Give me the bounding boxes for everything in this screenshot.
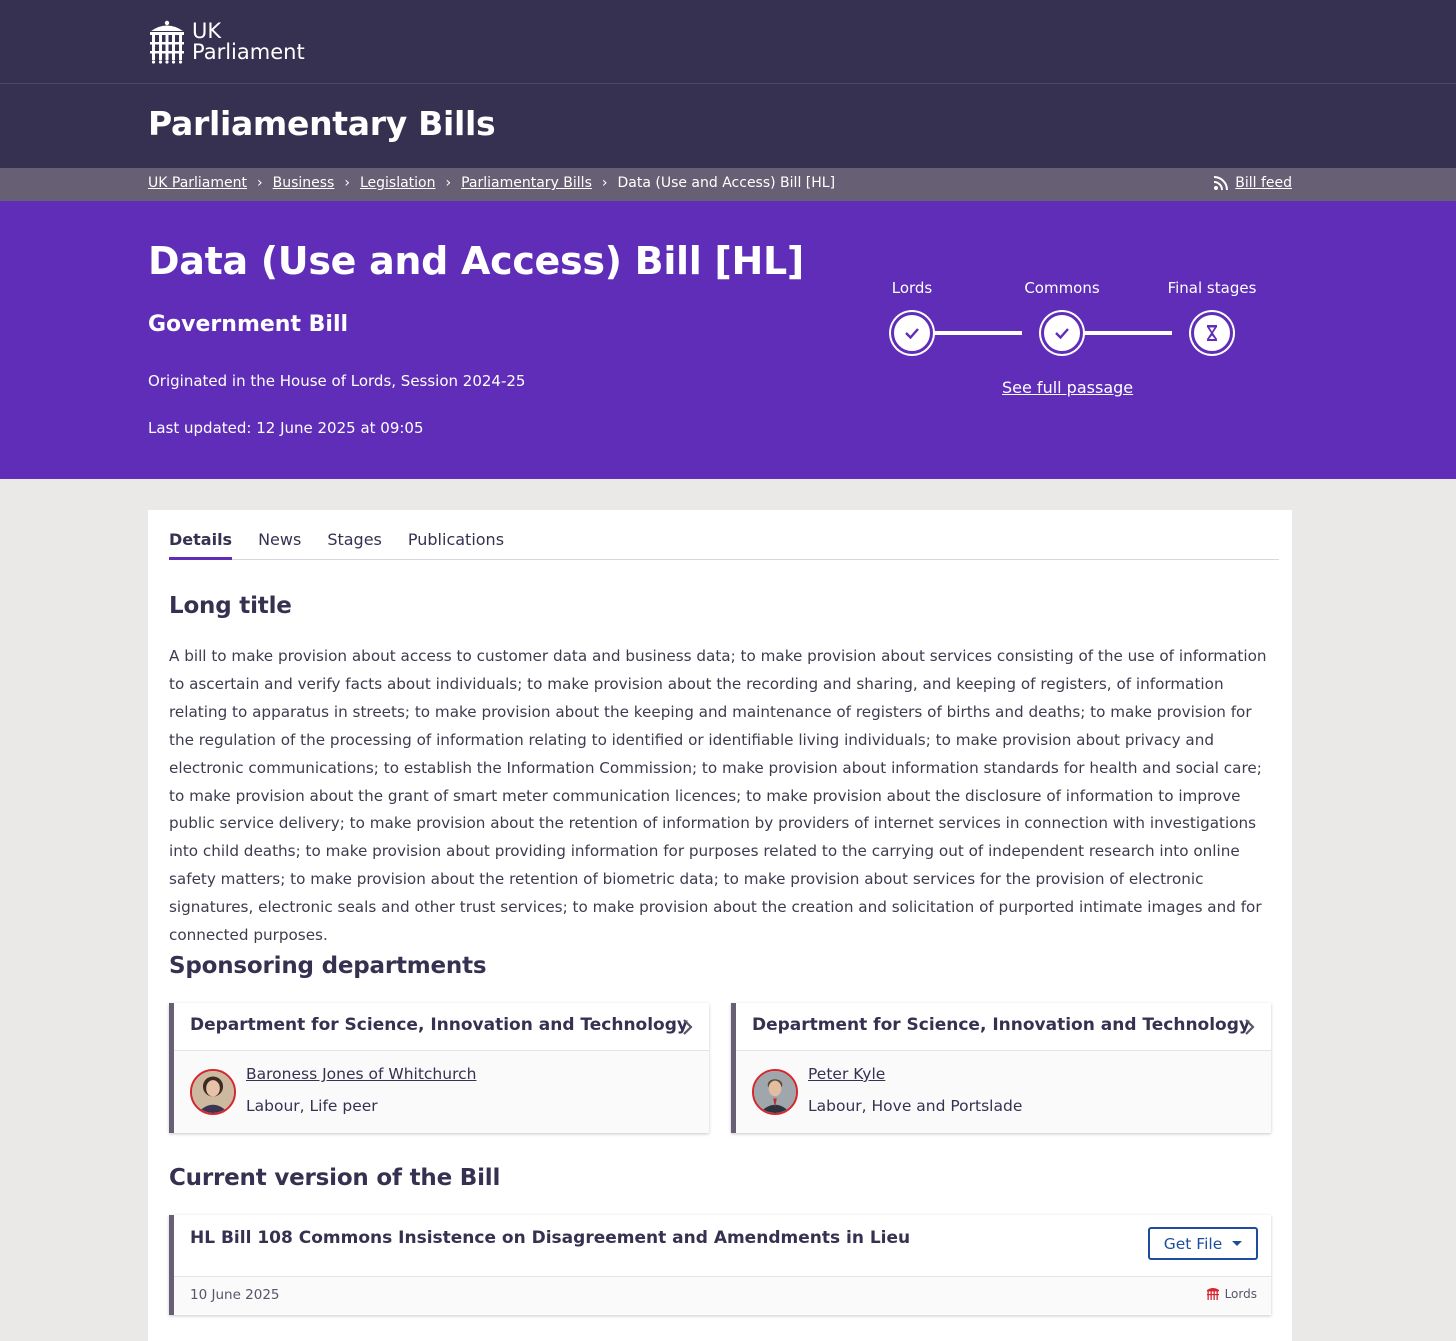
get-file-button[interactable] — [1148, 1227, 1258, 1260]
version-date: 10 June 2025 — [190, 1287, 280, 1303]
bill-type: Government Bill — [148, 312, 349, 337]
site-title-band — [0, 84, 1456, 168]
member-photo — [192, 1071, 234, 1113]
chevron-right-icon: › — [344, 175, 350, 191]
version-header — [174, 1215, 1271, 1277]
breadcrumb-current: Data (Use and Access) Bill [HL] — [617, 175, 836, 191]
chevron-right-icon — [681, 1017, 695, 1037]
logo-wordmark — [192, 21, 305, 63]
member-photo — [754, 1071, 796, 1113]
department-link[interactable] — [174, 1003, 709, 1051]
logo-line-2: Parliament — [192, 40, 305, 64]
stage-final-in-progress — [1191, 312, 1233, 354]
department-name: Department for Science, Innovation and Technology — [752, 1015, 1250, 1035]
member-avatar — [190, 1069, 236, 1115]
see-full-passage-link[interactable]: See full passage — [1002, 378, 1134, 397]
sponsor-member — [736, 1051, 1271, 1133]
chevron-right-icon — [1243, 1017, 1257, 1037]
bill-tabs — [169, 528, 1279, 560]
long-title-heading: Long title — [169, 593, 292, 619]
chevron-right-icon: › — [257, 175, 263, 191]
uk-parliament-logo[interactable] — [148, 18, 305, 66]
bill-hero — [0, 201, 1456, 479]
check-icon — [902, 323, 922, 343]
version-title: HL Bill 108 Commons Insistence on Disagreement and Amendments in Lieu — [190, 1228, 911, 1248]
bill-title: Data (Use and Access) Bill [HL] — [148, 239, 804, 283]
tab-publications[interactable]: Publications — [407, 530, 505, 549]
member-name-link[interactable]: Peter Kyle — [808, 1065, 886, 1083]
version-house — [1206, 1287, 1257, 1301]
member-name-link[interactable]: Baroness Jones of Whitchurch — [246, 1065, 477, 1083]
department-link[interactable] — [736, 1003, 1271, 1051]
stage-commons-complete — [1041, 312, 1083, 354]
breadcrumb-bar — [0, 168, 1456, 201]
portcullis-icon — [1206, 1287, 1220, 1301]
long-title-text: A bill to make provision about access to customer data and business data; to make provision about services consisting of the use of information to ascertain and verify facts about individuals; to make provision about the recording and sharing, and keeping of registers, of information relating to apparatus in streets; to make provision about the keeping and maintenance of registers of births and deaths; to make provision for the regulation of the processing of information relating to identified or identifiable living individuals; to make provision about privacy and electronic communications; to establish the Information Commission; to make provision about information standards for health and social care; to make provision about the grant of smart meter communication licences; to make provision about the disclosure of information to improve public service delivery; to make provision about the retention of information by providers of internet services in connection with investigations into child deaths; to make provision about providing information for purposes related to the carrying out of independent research into online safety matters; to make provision about the retention of biometric data; to make provision about services for the provision of electronic signatures, electronic seals and other trust services; to make provision about the creation and solicitation of purported intimate images and for connected purposes. — [169, 647, 1267, 945]
bill-last-updated: Last updated: 12 June 2025 at 09:05 — [148, 419, 424, 437]
breadcrumb-uk-parliament[interactable]: UK Parliament — [148, 175, 247, 191]
sponsor-member — [174, 1051, 709, 1133]
member-avatar — [752, 1069, 798, 1115]
breadcrumb-business[interactable]: Business — [272, 175, 335, 191]
breadcrumb-parliamentary-bills[interactable]: Parliamentary Bills — [461, 175, 592, 191]
breadcrumb-legislation[interactable]: Legislation — [359, 175, 436, 191]
tab-details[interactable]: Details — [169, 528, 232, 560]
member-party: Labour, Life peer — [246, 1097, 378, 1115]
version-footer — [174, 1277, 1271, 1314]
stage-label-final: Final stages — [1167, 279, 1257, 297]
bill-origin: Originated in the House of Lords, Session 2024-25 — [148, 372, 526, 390]
sponsor-card — [169, 1003, 709, 1133]
caret-down-icon — [1232, 1241, 1242, 1246]
site-header — [0, 0, 1456, 84]
get-file-label: Get File — [1163, 1234, 1223, 1253]
chevron-right-icon: › — [601, 175, 608, 191]
tab-stages[interactable]: Stages — [327, 530, 382, 549]
chevron-right-icon: › — [445, 175, 452, 191]
bill-feed-link[interactable] — [1213, 175, 1292, 191]
hourglass-icon — [1202, 323, 1222, 343]
member-party: Labour, Hove and Portslade — [808, 1097, 1023, 1115]
stage-label-lords: Lords — [891, 279, 933, 297]
bill-feed-label[interactable]: Bill feed — [1235, 175, 1292, 191]
current-version-card — [169, 1215, 1271, 1315]
sponsoring-departments-heading: Sponsoring departments — [169, 953, 487, 979]
sponsor-card — [731, 1003, 1271, 1133]
current-version-heading: Current version of the Bill — [169, 1165, 501, 1191]
bill-details-card — [148, 510, 1292, 1341]
site-title[interactable]: Parliamentary Bills — [148, 104, 496, 143]
department-name: Department for Science, Innovation and Technology — [190, 1015, 688, 1035]
logo-line-1: UK — [192, 19, 222, 43]
check-icon — [1052, 323, 1072, 343]
stage-label-commons: Commons — [1024, 279, 1100, 297]
rss-icon — [1213, 175, 1229, 191]
breadcrumb — [148, 175, 835, 191]
version-house-label: Lords — [1224, 1287, 1257, 1301]
stage-lords-complete — [891, 312, 933, 354]
tab-news[interactable]: News — [258, 530, 302, 549]
portcullis-icon — [148, 20, 186, 64]
